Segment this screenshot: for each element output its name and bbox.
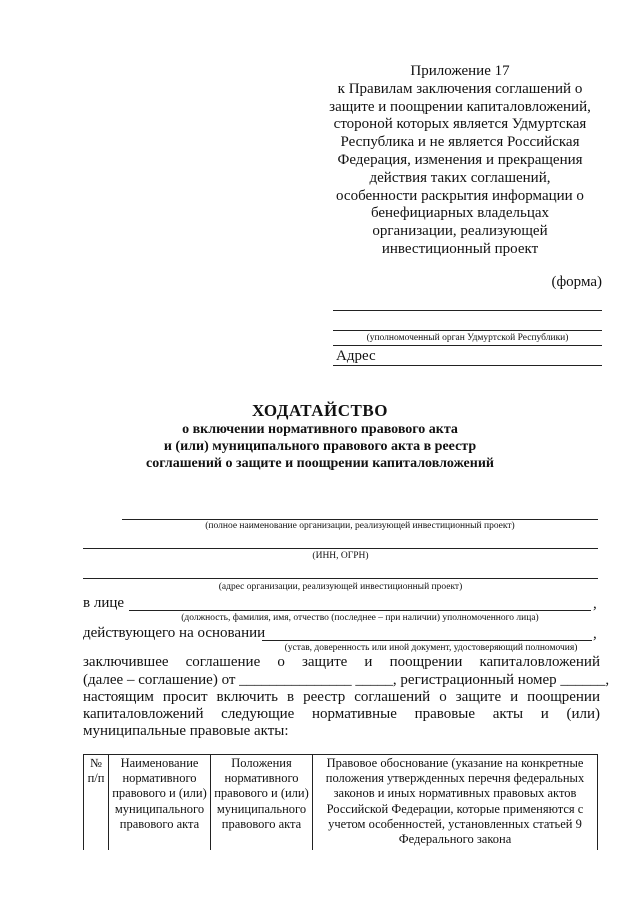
document-title: ХОДАТАЙСТВО — [252, 401, 388, 420]
appendix-line: Республика и не является Российская — [340, 134, 580, 151]
authority-line-1 — [333, 310, 602, 311]
org-name-caption: (полное наименование организации, реализующей инвестиционный проект) — [205, 521, 515, 531]
table-header-row — [84, 755, 598, 851]
paragraph-line-4: капиталовложений следующие нормативные правовые акты и (или) — [83, 706, 600, 722]
header-provisions: Положения нормативного правового и (или) муниципального правового акта — [211, 755, 313, 851]
appendix-line: организации, реализующей — [372, 223, 548, 240]
acts-table — [83, 754, 598, 850]
appendix-line: бенефициарных владельцах — [370, 205, 550, 222]
inn-line — [83, 548, 598, 549]
authority-line-2 — [333, 330, 602, 331]
paragraph-line-5: муниципальные правовые акты: — [83, 723, 289, 739]
header-act-name: Наименование нормативного правового и (или) муниципального правового акта — [109, 755, 211, 851]
appendix-block — [300, 63, 620, 259]
appendix-line: Федерация, изменения и прекращения — [337, 151, 583, 168]
org-name-line — [122, 519, 598, 520]
appendix-line: Приложение 17 — [410, 63, 510, 79]
acting-label: действующего на основании — [83, 625, 266, 641]
form-label: (форма) — [551, 274, 602, 290]
appendix-line: стороной которых является Удмуртская — [333, 116, 587, 133]
paragraph-line-2: (далее – соглашение) от _______________ _____, регистрационный номер ______, — [83, 672, 610, 688]
authority-caption: (уполномоченный орган Удмуртской Республики) — [366, 333, 569, 343]
paragraph-line-3: настоящим просит включить в реестр соглашений о защите и поощрении — [83, 689, 600, 705]
person-caption: (должность, фамилия, имя, отчество (последнее – при наличии) уполномоченного лица) — [181, 613, 539, 623]
authority-line-3 — [333, 345, 602, 346]
title-line-3: соглашений о защите и поощрении капиталовложений — [146, 456, 494, 471]
in-person-label: в лице — [83, 595, 125, 611]
basis-comma: , — [593, 626, 597, 642]
org-address-line — [83, 578, 598, 579]
person-comma: , — [593, 596, 597, 612]
appendix-line: к Правилам заключения соглашений о — [337, 80, 583, 97]
person-line — [129, 610, 591, 611]
org-address-caption: (адрес организации, реализующей инвестиционный проект) — [218, 582, 463, 592]
inn-caption: (ИНН, ОГРН) — [312, 551, 369, 561]
title-line-1: о включении нормативного правового акта — [182, 422, 458, 437]
appendix-line: действия таких соглашений, — [369, 169, 551, 186]
appendix-line: особенности раскрытия информации о — [336, 187, 584, 204]
header-legal-basis: Правовое обоснование (указание на конкретные положения утвержденных перечня федеральных законов и иных нормативных правовых актов Российской Федерации, которые применяются с учетом особенностей, установленных статьей 9 Федерального закона — [313, 755, 598, 851]
paragraph-line-1: заключившее соглашение о защите и поощрении капиталовложений — [83, 654, 600, 670]
address-line — [333, 365, 602, 366]
basis-caption: (устав, доверенность или иной документ, удостоверяющий полномочия) — [284, 643, 578, 653]
appendix-line: инвестиционный проект — [381, 240, 539, 257]
header-number: № п/п — [84, 755, 109, 851]
title-line-2: и (или) муниципального правового акта в реестр — [163, 439, 477, 454]
appendix-line: защите и поощрении капиталовложений, — [329, 98, 591, 115]
address-label: Адрес — [336, 348, 376, 364]
basis-line — [262, 640, 592, 641]
